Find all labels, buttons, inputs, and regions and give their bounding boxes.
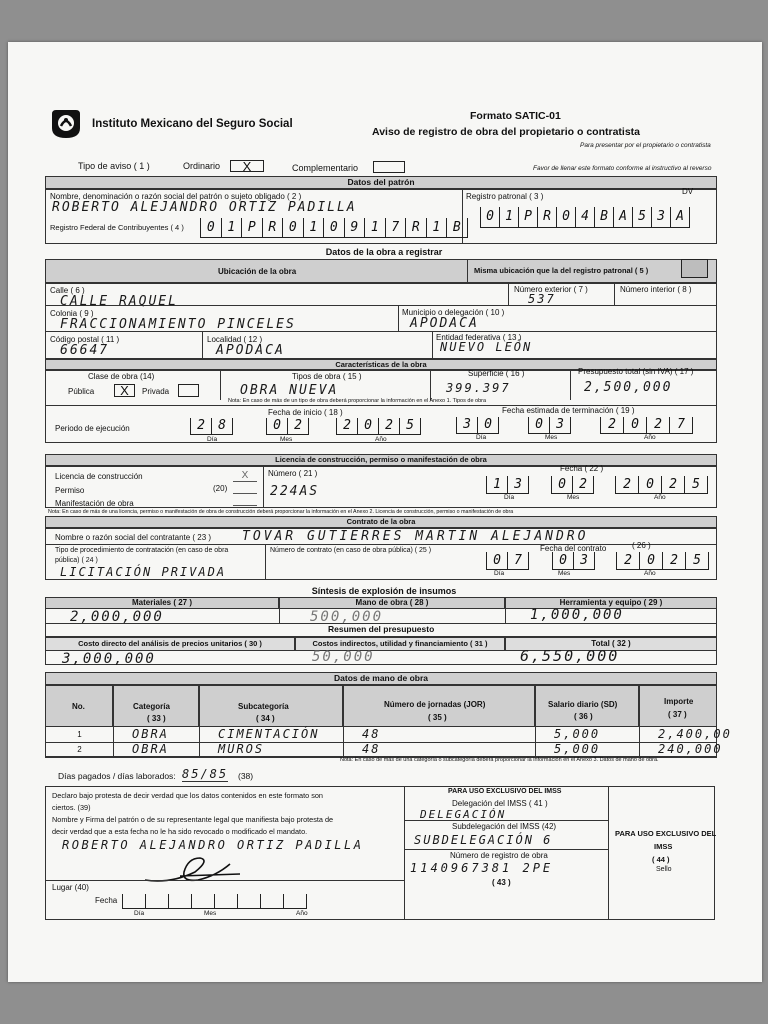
declaracion-line-2: ciertos. (39) [52, 803, 91, 812]
herramienta-header: Herramienta y equipo ( 29 ) [505, 597, 717, 609]
imss-right-title-2: IMSS [654, 842, 673, 851]
th-categoria-label: Categoría [133, 702, 170, 711]
char-cell: 2 [336, 418, 357, 435]
superficie-value[interactable]: 399.397 [446, 381, 511, 395]
complementario-label: Complementario [292, 163, 359, 173]
char-cell: 0 [323, 218, 344, 238]
delegacion-label: Delegación del IMSS ( 41 ) [452, 799, 548, 808]
rfc-label: Registro Federal de Contribuyentes ( 4 ) [50, 223, 184, 232]
colonia-value[interactable]: FRACCIONAMIENTO PINCELES [60, 317, 296, 332]
char-cell: P [241, 218, 262, 238]
inicio-mes-label: Mes [280, 436, 293, 443]
char-cell: 7 [507, 552, 529, 570]
contratante-value[interactable]: TOVAR GUTIERRES MARTIN ALEJANDRO [242, 529, 589, 544]
char-cell: 2 [662, 552, 685, 570]
ordinario-label: Ordinario [183, 161, 221, 171]
divider [398, 305, 399, 331]
char-cell: R [262, 218, 283, 238]
instructions-note: Favor de llenar este formato conforme al instructivo al reverso [533, 165, 712, 172]
char-cell: P [518, 207, 537, 228]
dec-anio-label: Año [296, 910, 308, 917]
materiales-header: Materiales ( 27 ) [45, 597, 279, 609]
declaracion-line-1: Declaro bajo protesta de decir verdad que los datos contenidos en este formato son [52, 791, 323, 800]
th-importe-num: ( 37 ) [668, 710, 687, 719]
caracteristicas-nota: Nota: En caso de más de un tipo de obra deberá proporcionar la información en el Anexo 1. Tipos de obra [228, 398, 487, 404]
subdelegacion-label: Subdelegación del IMSS (42) [452, 822, 557, 831]
divider [45, 544, 717, 545]
licencia-mes-label: Mes [567, 494, 580, 501]
contrato-anio-label: Año [644, 570, 656, 577]
num-int-label: Número interior ( 8 ) [620, 285, 692, 294]
licencia-checkbox[interactable]: X [233, 470, 257, 482]
costo-directo-header: Costo directo del análisis de precios unitarios ( 30 ) [45, 637, 295, 651]
char-cell: 0 [357, 418, 378, 435]
declaracion-line-3: Nombre y Firma del patrón o de su representante legal que manifiesta bajo protesta de [52, 815, 334, 824]
cell-importe[interactable]: 240,000 [639, 742, 717, 757]
cell-categoria[interactable]: OBRA [113, 742, 199, 757]
char-cell: 1 [221, 218, 242, 238]
char-cell: 0 [282, 218, 303, 238]
mano-obra-value[interactable]: 500,000 [310, 609, 384, 625]
institution-name: Instituto Mexicano del Seguro Social [92, 118, 293, 130]
presupuesto-label: Presupuesto total (sin IVA) ( 17 ) [578, 367, 694, 376]
registro-obra-value[interactable]: 1140967381 2PE [410, 861, 554, 875]
signature-image [140, 850, 250, 895]
char-cell: 9 [344, 218, 365, 238]
divider [45, 331, 717, 332]
char-cell: 2 [287, 418, 309, 435]
char-cell: R [537, 207, 556, 228]
imss-right-num: ( 44 ) [652, 855, 670, 864]
calle-value[interactable]: CALLE RAQUEL [60, 294, 178, 309]
char-cell [237, 894, 260, 909]
licencia-anio-cells[interactable] [615, 476, 708, 494]
fecha-licencia-label: Fecha ( 22 ) [560, 464, 604, 473]
registro-obra-num: ( 43 ) [492, 878, 511, 887]
char-cell: 0 [623, 417, 646, 434]
licencia-label: Licencia de construcción [55, 472, 143, 481]
char-cell: A [670, 207, 690, 228]
char-cell: 4 [575, 207, 594, 228]
char-cell: 8 [211, 418, 233, 435]
char-cell: 2 [572, 476, 594, 494]
localidad-value[interactable]: APODACA [216, 343, 285, 358]
inicio-anio-label: Año [375, 436, 387, 443]
contratante-label: Nombre o razón social del contratante ( 23 ) [55, 533, 212, 542]
cell-salario[interactable]: 5,000 [535, 727, 639, 742]
termino-mes-label: Mes [545, 434, 558, 441]
registro-patronal-cells[interactable] [480, 207, 690, 228]
fecha-contrato-num: ( 26 ) [632, 541, 651, 550]
patron-name-label: Nombre, denominación o razón social del patrón o sujeto obligado ( 2 ) [50, 192, 302, 201]
numero-licencia-value[interactable]: 224AS [270, 484, 320, 499]
subdelegacion-value[interactable]: SUBDELEGACIÓN 6 [414, 833, 553, 847]
misma-ubicacion-label: Misma ubicación que la del registro patronal ( 5 ) [474, 266, 649, 275]
cell-subcategoria[interactable]: CIMENTACIÓN [199, 727, 343, 742]
ordinario-checkbox[interactable]: X [230, 160, 264, 172]
municipio-label: Municipio o delegación ( 10 ) [402, 308, 505, 317]
procedimiento-label-1: Tipo de procedimiento de contratación (en caso de obra [55, 547, 229, 554]
municipio-value[interactable]: APODACA [410, 316, 479, 331]
divider [432, 331, 433, 359]
th-no-label: No. [72, 702, 85, 711]
dec-dia-label: Día [134, 910, 145, 917]
rfc-cells[interactable] [200, 218, 468, 238]
char-cell: 5 [684, 476, 708, 494]
char-cell: 1 [499, 207, 518, 228]
resumen-title: Resumen del presupuesto [328, 624, 435, 634]
inicio-anio-cells[interactable] [336, 418, 421, 435]
tipo-licencia-num: (20) [213, 484, 228, 493]
divider [45, 305, 717, 306]
privada-label: Privada [142, 387, 170, 396]
char-cell: 3 [507, 476, 529, 494]
divider [508, 283, 509, 305]
total-value[interactable]: 6,550,000 [520, 647, 620, 665]
mano-obra-nota: Nota: En caso de más de una categoría o subcategoría deberá proporcionar la información en el Anexo 3. Datos de mano de obra. [340, 757, 659, 763]
char-cell [168, 894, 191, 909]
char-cell: 0 [638, 476, 661, 494]
licencia-dia-cells[interactable] [486, 476, 529, 494]
periodo-label: Periodo de ejecución [55, 424, 130, 433]
mano-obra-section-header: Datos de mano de obra [45, 672, 717, 685]
calle-label: Calle ( 6 ) [50, 286, 85, 295]
char-cell [214, 894, 237, 909]
cell-jornadas[interactable]: 48 [343, 727, 535, 742]
th-subcategoria-label: Subcategoría [238, 702, 289, 711]
licencia-header: Licencia de construcción, permiso o manifestación de obra [45, 454, 717, 466]
cell-categoria[interactable]: OBRA [113, 727, 199, 742]
ubicacion-title: Ubicación de la obra [218, 267, 297, 276]
lugar-label: Lugar (40) [52, 883, 89, 892]
char-cell: 2 [615, 476, 638, 494]
imss-use-title: PARA USO EXCLUSIVO DEL IMSS [448, 788, 562, 795]
fecha-firma-label: Fecha [95, 896, 118, 905]
manifestacion-checkbox[interactable] [233, 496, 257, 506]
dias-num: (38) [238, 771, 254, 781]
numero-contrato-label: Número de contrato (en caso de obra pública) ( 25 ) [270, 547, 432, 554]
char-cell [283, 894, 307, 909]
cell-salario[interactable]: 5,000 [535, 742, 639, 757]
datos-obra-title: Datos de la obra a registrar [325, 247, 443, 257]
mano-obra-header: Mano de obra ( 28 ) [279, 597, 505, 609]
publica-label: Pública [68, 387, 95, 396]
patron-name-value[interactable]: ROBERTO ALEJANDRO ORTIZ PADILLA [52, 200, 357, 215]
char-cell: 0 [556, 207, 575, 228]
termino-anio-label: Año [644, 434, 656, 441]
licencia-anio-label: Año [654, 494, 666, 501]
licencia-nota: Nota: En caso de más de una licencia, permiso o manifestación de obra de construcción deberá proporcionar la información en el Anexo 2. Licencia de construcción, permiso o manifestación de obra [48, 509, 514, 515]
total-header: Total ( 32 ) [505, 637, 717, 651]
contrato-header: Contrato de la obra [45, 516, 717, 528]
fecha-contrato-label: Fecha del contrato [540, 544, 607, 553]
insumos-title: Síntesis de explosión de insumos [311, 586, 457, 596]
divider [202, 331, 203, 359]
th-salario-label: Salario diario (SD) [548, 700, 618, 709]
form-note: Para presentar por el propietario o contratista [580, 142, 711, 149]
char-cell: 2 [378, 418, 399, 435]
dias-value[interactable]: 85/85 [182, 767, 229, 781]
datos-patron-header: Datos del patrón [45, 176, 717, 189]
char-cell: 2 [190, 418, 211, 435]
registro-obra-label: Número de registro de obra [450, 851, 548, 860]
misma-ubicacion-checkbox[interactable] [681, 259, 708, 278]
cell-no: 2 [45, 742, 113, 757]
char-cell: B [594, 207, 613, 228]
inicio-label: Fecha de inicio ( 18 ) [268, 408, 343, 417]
dv-label: DV [682, 187, 694, 196]
char-cell: 2 [661, 476, 684, 494]
privada-checkbox[interactable] [178, 384, 199, 397]
licencia-mes-cells[interactable] [551, 476, 594, 494]
char-cell: 0 [480, 207, 499, 228]
divider [404, 820, 608, 821]
char-cell: 3 [549, 417, 571, 434]
char-cell: 5 [632, 207, 651, 228]
char-cell [122, 894, 145, 909]
numero-licencia-label: Número ( 21 ) [268, 469, 318, 478]
char-cell: 5 [399, 418, 421, 435]
char-cell: 7 [385, 218, 406, 238]
char-cell: 0 [486, 552, 507, 570]
divider [608, 786, 609, 920]
th-subcategoria-num: ( 34 ) [256, 714, 275, 723]
declaracion-fecha-cells[interactable] [122, 894, 307, 909]
procedimiento-label-2: pública) ( 24 ) [55, 557, 98, 564]
divider [404, 786, 405, 920]
char-cell: 0 [200, 218, 221, 238]
dec-mes-label: Mes [204, 910, 217, 917]
char-cell: 3 [573, 552, 595, 570]
dias-label: Días pagados / días laborados: [58, 771, 176, 781]
herramienta-value[interactable]: 1,000,000 [530, 607, 624, 623]
char-cell: 0 [477, 417, 499, 434]
tipo-aviso-label: Tipo de aviso ( 1 ) [78, 161, 150, 171]
inicio-dia-label: Día [207, 436, 218, 443]
contrato-mes-label: Mes [558, 570, 571, 577]
th-jornadas-label: Número de jornadas (JOR) [384, 700, 486, 709]
contrato-dia-label: Día [494, 570, 505, 577]
entidad-value[interactable]: NUEVO LEÓN [440, 340, 533, 354]
registro-patronal-label: Registro patronal ( 3 ) [466, 192, 544, 201]
divider [570, 370, 571, 400]
char-cell: B [446, 218, 468, 238]
contrato-mes-cells[interactable] [552, 552, 595, 570]
char-cell: 3 [456, 417, 477, 434]
presupuesto-value[interactable]: 2,500,000 [584, 380, 673, 395]
char-cell: 7 [669, 417, 693, 434]
tipos-label: Tipos de obra ( 15 ) [292, 372, 362, 381]
divider [614, 283, 615, 305]
th-importe [639, 685, 717, 727]
materiales-value[interactable]: 2,000,000 [70, 609, 164, 625]
cell-no: 1 [45, 727, 113, 742]
costos-indirectos-header: Costos indirectos, utilidad y financiamiento ( 31 ) [295, 637, 505, 651]
permiso-label: Permiso [55, 486, 85, 495]
imss-logo [48, 108, 84, 140]
caracteristicas-header: Características de la obra [45, 359, 717, 370]
char-cell: 1 [426, 218, 447, 238]
divider [279, 609, 280, 623]
procedimiento-value[interactable]: LICITACIÓN PRIVADA [60, 565, 227, 579]
localidad-label: Localidad ( 12 ) [207, 335, 263, 344]
char-cell: A [613, 207, 632, 228]
char-cell: 2 [646, 417, 669, 434]
superficie-label: Superficie ( 16 ) [468, 369, 525, 378]
inicio-mes-cells[interactable] [266, 418, 309, 435]
declaracion-line-4: decir verdad que a esta fecha no le ha sido revocado o modificado el mandato. [52, 827, 308, 836]
delegacion-value[interactable]: DELEGACIÓN [420, 808, 507, 821]
costo-directo-value[interactable]: 3,000,000 [62, 651, 156, 667]
cp-label: Código postal ( 11 ) [50, 335, 120, 344]
char-cell [191, 894, 214, 909]
th-categoria-num: ( 33 ) [147, 714, 166, 723]
char-cell: 5 [685, 552, 709, 570]
imss-right-title-1: PARA USO EXCLUSIVO DEL [615, 829, 717, 838]
form-title: Formato SATIC-01 [470, 110, 561, 122]
cell-importe[interactable]: 2,400,00 [639, 727, 717, 742]
termino-label: Fecha estimada de terminación ( 19 ) [502, 406, 635, 415]
divider [263, 466, 264, 508]
divider [430, 370, 431, 400]
form-subtitle: Aviso de registro de obra del propietario o contratista [372, 126, 640, 138]
tipos-value[interactable]: OBRA NUEVA [240, 383, 339, 398]
colonia-label: Colonia ( 9 ) [50, 309, 94, 318]
th-jornadas-num: ( 35 ) [428, 713, 447, 722]
num-ext-value[interactable]: 537 [528, 292, 556, 306]
char-cell: 0 [551, 476, 572, 494]
divider [505, 609, 506, 623]
divider [45, 880, 404, 881]
char-cell: 0 [639, 552, 662, 570]
th-importe-label: Importe [664, 697, 694, 706]
termino-dia-cells[interactable] [456, 417, 499, 434]
termino-anio-cells[interactable] [600, 417, 693, 434]
char-cell [145, 894, 168, 909]
cell-subcategoria[interactable]: MUROS [199, 742, 343, 757]
char-cell: 0 [528, 417, 549, 434]
sello-label: Sello [656, 866, 672, 873]
char-cell: 1 [486, 476, 507, 494]
char-cell [260, 894, 283, 909]
inicio-dia-cells[interactable] [190, 418, 233, 435]
clase-label: Clase de obra (14) [88, 372, 155, 381]
char-cell: 0 [552, 552, 573, 570]
contrato-anio-cells[interactable] [616, 552, 709, 570]
permiso-checkbox[interactable] [233, 484, 257, 494]
divider [265, 544, 266, 580]
char-cell: 2 [616, 552, 639, 570]
cp-value[interactable]: 66647 [60, 343, 110, 358]
char-cell: 2 [600, 417, 623, 434]
licencia-dia-label: Día [504, 494, 515, 501]
th-salario-num: ( 36 ) [574, 712, 593, 721]
cell-jornadas[interactable]: 48 [343, 742, 535, 757]
complementario-checkbox[interactable] [373, 161, 405, 173]
costos-indirectos-value[interactable]: 50,000 [312, 649, 375, 665]
firmante-name[interactable]: ROBERTO ALEJANDRO ORTIZ PADILLA [62, 838, 364, 852]
divider [220, 370, 221, 400]
char-cell: R [405, 218, 426, 238]
contrato-dia-cells[interactable] [486, 552, 529, 570]
publica-checkbox[interactable]: X [114, 384, 135, 397]
char-cell: 1 [364, 218, 385, 238]
manifestacion-label: Manifestación de obra [55, 499, 134, 508]
divider [467, 259, 468, 283]
divider [404, 849, 608, 850]
char-cell: 1 [303, 218, 324, 238]
termino-mes-cells[interactable] [528, 417, 571, 434]
num-ext-label: Número exterior ( 7 ) [514, 285, 588, 294]
entidad-label: Entidad federativa ( 13 ) [436, 333, 522, 342]
char-cell: 3 [651, 207, 670, 228]
termino-dia-label: Día [476, 434, 487, 441]
char-cell: 0 [266, 418, 287, 435]
